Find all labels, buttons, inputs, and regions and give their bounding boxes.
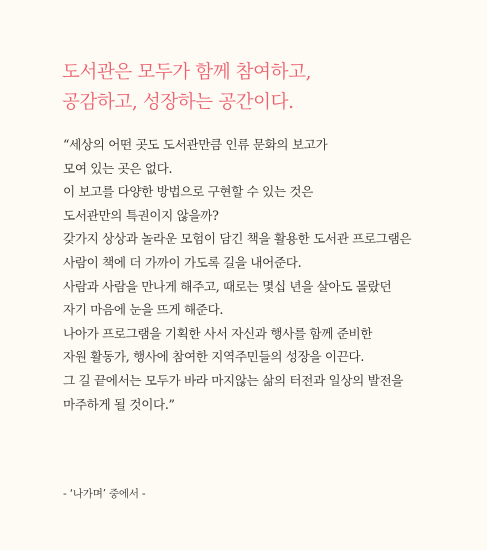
quote-line: 자기 마음에 눈을 뜨게 해준다. [63, 302, 224, 318]
quote-line: 도서관만의 특권이지 않을까? [63, 207, 219, 223]
quote-line: 모여 있는 곳은 없다. [63, 160, 173, 176]
quote-line: 갖가지 상상과 놀라운 모험이 담긴 책을 활용한 도서관 프로그램은 [63, 231, 412, 247]
quote-line: 마주하게 될 것이다.” [63, 396, 175, 412]
quote-line: 사람과 사람을 만나게 해주고, 때로는 몇십 년을 살아도 몰랐던 [63, 278, 392, 294]
quote-line: 이 보고를 다양한 방법으로 구현할 수 있는 것은 [63, 184, 314, 200]
headline [62, 58, 311, 118]
quote-line: 그 길 끝에서는 모두가 바라 마지않는 삶의 터전과 일상의 발전을 [63, 372, 404, 388]
headline-line-1: 도서관은 모두가 함께 참여하고, [62, 62, 312, 83]
quote-line: “세상의 어떤 곳도 도서관만큼 인류 문화의 보고가 [63, 137, 328, 152]
quote-block [63, 133, 411, 416]
quote-line: 나아가 프로그램을 기획한 사서 자신과 행사를 함께 준비한 [63, 325, 373, 341]
quote-line: 사람이 책에 더 가까이 가도록 길을 내어준다. [63, 254, 302, 270]
headline-line-2: 공감하고, 성장하는 공간이다. [62, 92, 294, 113]
quote-line: 자원 활동가, 행사에 참여한 지역주민들의 성장을 이끈다. [63, 349, 364, 365]
source-citation: - ‘나가며’ 중에서 - [63, 488, 146, 500]
